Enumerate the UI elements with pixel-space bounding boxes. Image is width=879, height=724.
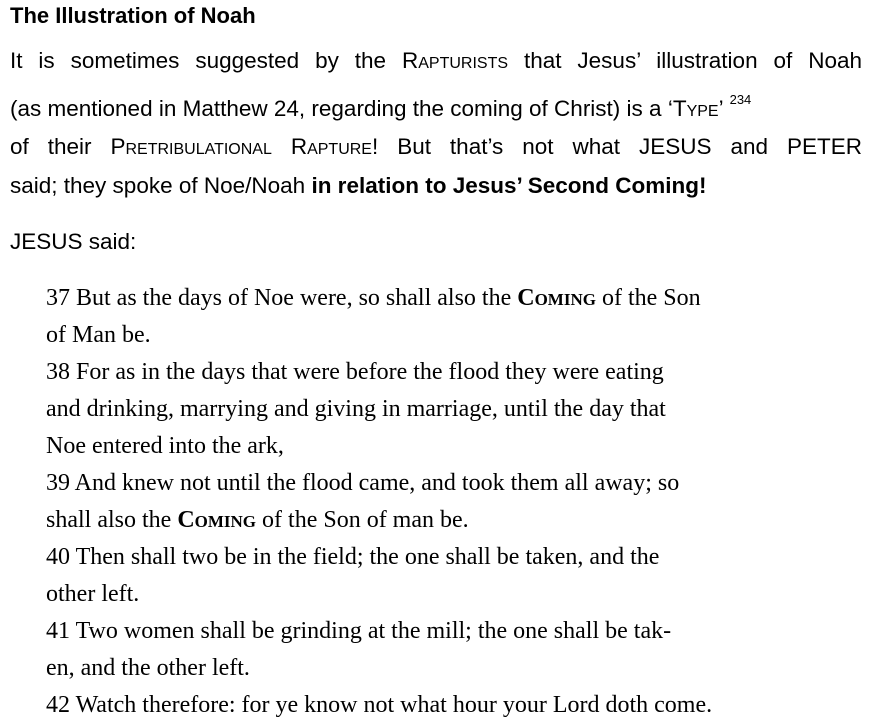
intro-line-2 [10, 81, 862, 129]
verse-text: 37 But as the days of Noe were, so shall also the [46, 285, 518, 311]
intro-text: (as mentioned in Matthew 24, regarding the coming of Christ) is a ‘ [10, 95, 673, 121]
jesus-said-label: JESUS said: [10, 229, 137, 254]
scripture-quote [46, 280, 862, 724]
verse-38-line-2: and drinking, marrying and giving in marriage, until the day that [46, 396, 666, 422]
intro-text: It is sometimes suggested by the [10, 48, 402, 73]
coming-emphasis: Coming [177, 507, 257, 533]
intro-paragraph [10, 42, 862, 205]
intro-line-4 [10, 167, 862, 206]
section-heading: The Illustration of Noah [10, 3, 256, 28]
verse-text: of the Son of man be. [256, 507, 469, 533]
verse-text: shall also the [46, 507, 178, 533]
verse-40-line-1: 40 Then shall two be in the field; the one shall be taken, and the [46, 544, 660, 570]
intro-text: ! But that’s not what JESUS and PETER [371, 134, 862, 159]
intro-text: ’ [718, 95, 724, 121]
verse-42-line-1: 42 Watch therefore: for ye know not what hour your Lord doth come. [46, 692, 713, 718]
footnote-ref: 234 [729, 91, 752, 107]
pretribulational-rapture-term: Pretribulational Rapture [110, 134, 372, 159]
type-term: Type [672, 95, 719, 121]
coming-emphasis: Coming [517, 285, 596, 311]
verse-37-line-2: of Man be. [46, 322, 151, 348]
verse-39-line-2 [46, 502, 862, 539]
intro-text: said; they spoke of Noe/Noah [10, 172, 312, 198]
verse-37-line-1 [46, 280, 862, 317]
verse-41-line-1: 41 Two women shall be grinding at the mill; the one shall be tak- [46, 618, 672, 644]
verse-text: of the Son [595, 285, 701, 311]
intro-text: of their [10, 134, 111, 159]
intro-text: that Jesus’ illustration of Noah [508, 48, 862, 73]
verse-40-line-2: other left. [46, 581, 140, 607]
rapturists-term: Rapturists [401, 48, 509, 73]
intro-line-3 [10, 128, 862, 167]
second-coming-emphasis: in relation to Jesus’ Second Coming! [311, 172, 707, 198]
verse-39-line-1: 39 And knew not until the flood came, and took them all away; so [46, 470, 680, 496]
verse-38-line-3: Noe entered into the ark, [46, 433, 284, 459]
verse-41-line-2: en, and the other left. [46, 655, 250, 681]
verse-38-line-1: 38 For as in the days that were before the flood they were eating [46, 359, 664, 385]
intro-line-1 [10, 42, 862, 81]
